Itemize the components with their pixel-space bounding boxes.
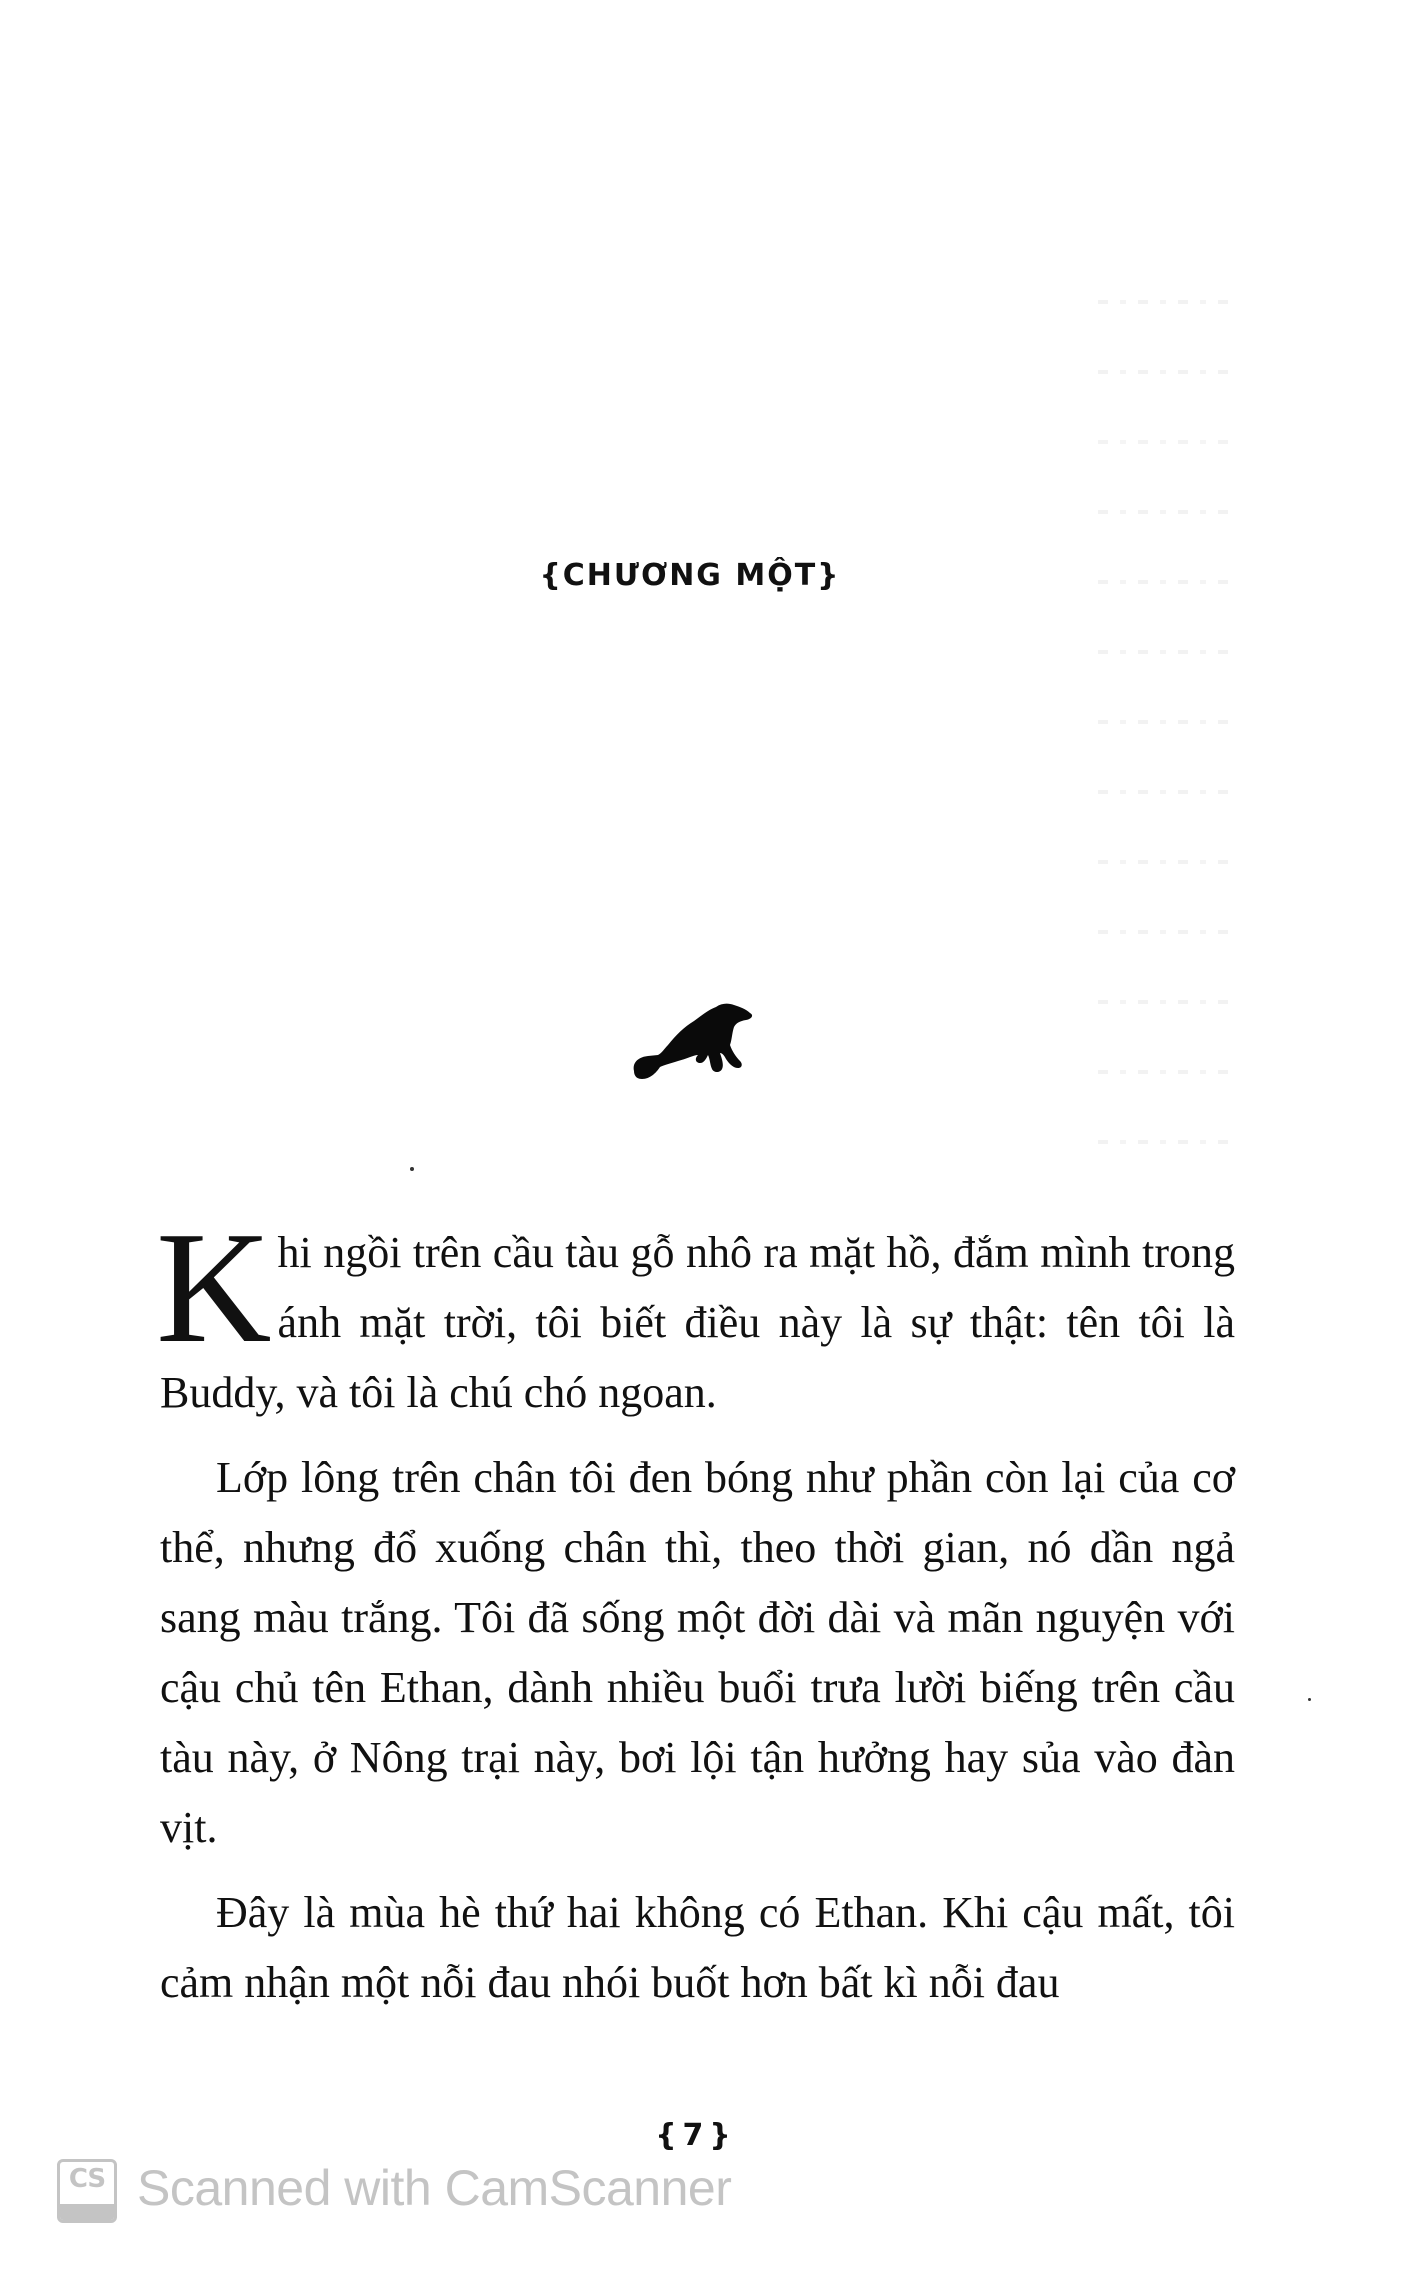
drop-cap: K <box>156 1198 272 1376</box>
sitting-dog-silhouette-icon <box>628 993 758 1093</box>
paragraph: Lớp lông trên chân tôi đen bóng như phần còn lại của cơ thể, nhưng đổ xuống chân thì, theo thời gian, nó dần ngả sang màu trắng. Tôi đã sống một đời dài và mãn nguyện với cậu chủ tên Ethan, dành nhiều buổi trưa lười biếng trên cầu tàu này, ở Nông trại này, bơi lội tận hưởng hay sủa vào đàn vịt. <box>160 1453 1235 1852</box>
logo-band <box>60 2204 114 2220</box>
page-number: {7} <box>655 2118 737 2153</box>
paper-speck <box>410 1167 414 1171</box>
paper-speck <box>1308 1698 1311 1701</box>
camscanner-logo-icon <box>57 2159 117 2223</box>
bleed-through-texture <box>1098 300 1228 1200</box>
logo-text: CS <box>68 2164 106 2194</box>
paragraph <box>156 1198 1235 1428</box>
paragraph-text: hi ngồi trên cầu tàu gỗ nhô ra mặt hồ, đắm mình trong ánh mặt trời, tôi biết điều này là sự thật: tên tôi là Buddy, và tôi là chú chó ngoan. <box>160 1228 1235 1417</box>
chapter-body <box>156 1198 1235 2033</box>
camscanner-watermark <box>57 2156 731 2226</box>
watermark-text: Scanned with CamScanner <box>137 2160 732 2216</box>
chapter-heading: {CHƯƠNG MỘT} <box>539 558 841 593</box>
paragraph: Đây là mùa hè thứ hai không có Ethan. Khi cậu mất, tôi cảm nhận một nỗi đau nhói buốt hơn bất kì nỗi đau <box>160 1888 1235 2007</box>
